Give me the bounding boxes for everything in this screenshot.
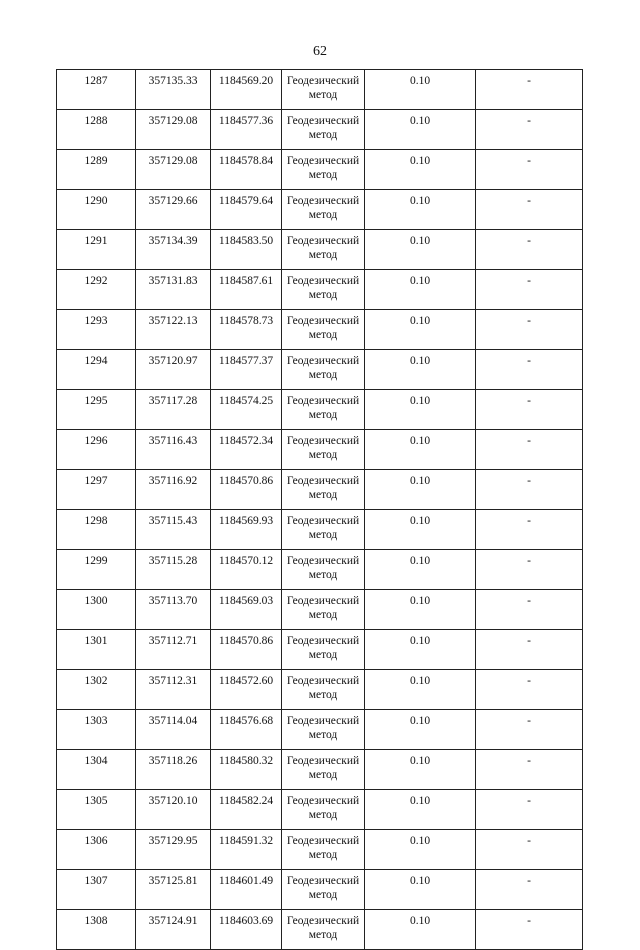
y-coordinate-cell: 1184579.64 <box>211 190 282 230</box>
y-coordinate-cell: 1184583.50 <box>211 230 282 270</box>
method-line-1: Геодезический <box>286 675 360 687</box>
method-line-2: метод <box>308 569 338 581</box>
y-coordinate-cell: 1184580.32 <box>211 750 282 790</box>
method-line-1: Геодезический <box>286 155 360 167</box>
y-coordinate-cell: 1184569.20 <box>211 70 282 110</box>
table-row <box>57 790 583 830</box>
point-number-cell: 1298 <box>57 510 136 550</box>
method-line-2: метод <box>308 889 338 901</box>
description-cell: - <box>476 910 583 950</box>
method-line-1: Геодезический <box>286 915 360 927</box>
table-row <box>57 230 583 270</box>
point-number-cell: 1290 <box>57 190 136 230</box>
x-coordinate-cell: 357113.70 <box>136 590 211 630</box>
method-line-2: метод <box>308 809 338 821</box>
description-cell: - <box>476 510 583 550</box>
point-number-cell: 1293 <box>57 310 136 350</box>
point-number-cell: 1302 <box>57 670 136 710</box>
method-line-1: Геодезический <box>286 235 360 247</box>
method-cell <box>282 230 365 270</box>
method-line-1: Геодезический <box>286 75 360 87</box>
accuracy-cell: 0.10 <box>365 190 476 230</box>
description-cell: - <box>476 190 583 230</box>
table-row <box>57 470 583 510</box>
description-cell: - <box>476 230 583 270</box>
point-number-cell: 1306 <box>57 830 136 870</box>
table-row <box>57 910 583 950</box>
method-line-2: метод <box>308 609 338 621</box>
y-coordinate-cell: 1184569.03 <box>211 590 282 630</box>
accuracy-cell: 0.10 <box>365 830 476 870</box>
accuracy-cell: 0.10 <box>365 470 476 510</box>
method-line-1: Геодезический <box>286 875 360 887</box>
point-number-cell: 1296 <box>57 430 136 470</box>
method-line-2: метод <box>308 529 338 541</box>
table-row <box>57 710 583 750</box>
description-cell: - <box>476 630 583 670</box>
y-coordinate-cell: 1184577.37 <box>211 350 282 390</box>
y-coordinate-cell: 1184570.12 <box>211 550 282 590</box>
y-coordinate-cell: 1184601.49 <box>211 870 282 910</box>
method-line-2: метод <box>308 929 338 941</box>
y-coordinate-cell: 1184577.36 <box>211 110 282 150</box>
description-cell: - <box>476 750 583 790</box>
method-line-2: метод <box>308 409 338 421</box>
y-coordinate-cell: 1184570.86 <box>211 630 282 670</box>
table-row <box>57 630 583 670</box>
point-number-cell: 1287 <box>57 70 136 110</box>
description-cell: - <box>476 790 583 830</box>
method-cell <box>282 390 365 430</box>
method-line-1: Геодезический <box>286 315 360 327</box>
method-cell <box>282 710 365 750</box>
method-line-1: Геодезический <box>286 755 360 767</box>
method-cell <box>282 910 365 950</box>
accuracy-cell: 0.10 <box>365 910 476 950</box>
table-row <box>57 870 583 910</box>
description-cell: - <box>476 350 583 390</box>
method-line-1: Геодезический <box>286 195 360 207</box>
method-line-1: Геодезический <box>286 555 360 567</box>
accuracy-cell: 0.10 <box>365 310 476 350</box>
method-line-1: Геодезический <box>286 515 360 527</box>
point-number-cell: 1299 <box>57 550 136 590</box>
x-coordinate-cell: 357129.95 <box>136 830 211 870</box>
description-cell: - <box>476 470 583 510</box>
y-coordinate-cell: 1184578.84 <box>211 150 282 190</box>
method-cell <box>282 750 365 790</box>
accuracy-cell: 0.10 <box>365 350 476 390</box>
method-line-2: метод <box>308 729 338 741</box>
x-coordinate-cell: 357129.08 <box>136 150 211 190</box>
description-cell: - <box>476 710 583 750</box>
x-coordinate-cell: 357116.43 <box>136 430 211 470</box>
method-line-2: метод <box>308 169 338 181</box>
method-line-2: метод <box>308 249 338 261</box>
method-line-2: метод <box>308 209 338 221</box>
x-coordinate-cell: 357134.39 <box>136 230 211 270</box>
method-line-1: Геодезический <box>286 595 360 607</box>
y-coordinate-cell: 1184572.34 <box>211 430 282 470</box>
x-coordinate-cell: 357114.04 <box>136 710 211 750</box>
method-line-2: метод <box>308 329 338 341</box>
y-coordinate-cell: 1184603.69 <box>211 910 282 950</box>
x-coordinate-cell: 357129.08 <box>136 110 211 150</box>
method-line-1: Геодезический <box>286 835 360 847</box>
point-number-cell: 1295 <box>57 390 136 430</box>
accuracy-cell: 0.10 <box>365 630 476 670</box>
description-cell: - <box>476 870 583 910</box>
x-coordinate-cell: 357112.31 <box>136 670 211 710</box>
method-line-2: метод <box>308 369 338 381</box>
method-cell <box>282 790 365 830</box>
method-line-2: метод <box>308 89 338 101</box>
x-coordinate-cell: 357116.92 <box>136 470 211 510</box>
method-line-2: метод <box>308 769 338 781</box>
description-cell: - <box>476 150 583 190</box>
x-coordinate-cell: 357120.10 <box>136 790 211 830</box>
point-number-cell: 1294 <box>57 350 136 390</box>
description-cell: - <box>476 310 583 350</box>
table-row <box>57 670 583 710</box>
y-coordinate-cell: 1184582.24 <box>211 790 282 830</box>
point-number-cell: 1297 <box>57 470 136 510</box>
method-cell <box>282 830 365 870</box>
coordinates-table <box>56 69 583 950</box>
x-coordinate-cell: 357118.26 <box>136 750 211 790</box>
description-cell: - <box>476 110 583 150</box>
table-row <box>57 510 583 550</box>
y-coordinate-cell: 1184569.93 <box>211 510 282 550</box>
y-coordinate-cell: 1184576.68 <box>211 710 282 750</box>
table-row <box>57 270 583 310</box>
accuracy-cell: 0.10 <box>365 270 476 310</box>
method-cell <box>282 470 365 510</box>
method-cell <box>282 430 365 470</box>
method-cell <box>282 70 365 110</box>
method-line-1: Геодезический <box>286 475 360 487</box>
method-line-1: Геодезический <box>286 635 360 647</box>
method-cell <box>282 190 365 230</box>
accuracy-cell: 0.10 <box>365 670 476 710</box>
method-cell <box>282 310 365 350</box>
method-line-2: метод <box>308 689 338 701</box>
point-number-cell: 1289 <box>57 150 136 190</box>
accuracy-cell: 0.10 <box>365 750 476 790</box>
table-row <box>57 430 583 470</box>
x-coordinate-cell: 357135.33 <box>136 70 211 110</box>
x-coordinate-cell: 357122.13 <box>136 310 211 350</box>
accuracy-cell: 0.10 <box>365 70 476 110</box>
table-row <box>57 350 583 390</box>
point-number-cell: 1303 <box>57 710 136 750</box>
point-number-cell: 1291 <box>57 230 136 270</box>
x-coordinate-cell: 357125.81 <box>136 870 211 910</box>
y-coordinate-cell: 1184572.60 <box>211 670 282 710</box>
accuracy-cell: 0.10 <box>365 230 476 270</box>
description-cell: - <box>476 70 583 110</box>
y-coordinate-cell: 1184570.86 <box>211 470 282 510</box>
method-cell <box>282 350 365 390</box>
accuracy-cell: 0.10 <box>365 550 476 590</box>
point-number-cell: 1288 <box>57 110 136 150</box>
x-coordinate-cell: 357124.91 <box>136 910 211 950</box>
table-row <box>57 150 583 190</box>
accuracy-cell: 0.10 <box>365 710 476 750</box>
x-coordinate-cell: 357131.83 <box>136 270 211 310</box>
accuracy-cell: 0.10 <box>365 430 476 470</box>
method-cell <box>282 510 365 550</box>
point-number-cell: 1304 <box>57 750 136 790</box>
method-cell <box>282 550 365 590</box>
y-coordinate-cell: 1184591.32 <box>211 830 282 870</box>
method-line-1: Геодезический <box>286 115 360 127</box>
method-cell <box>282 630 365 670</box>
description-cell: - <box>476 430 583 470</box>
point-number-cell: 1305 <box>57 790 136 830</box>
table-row <box>57 390 583 430</box>
method-line-2: метод <box>308 129 338 141</box>
method-line-2: метод <box>308 449 338 461</box>
table-row <box>57 590 583 630</box>
y-coordinate-cell: 1184574.25 <box>211 390 282 430</box>
point-number-cell: 1308 <box>57 910 136 950</box>
table-row <box>57 750 583 790</box>
point-number-cell: 1300 <box>57 590 136 630</box>
method-cell <box>282 670 365 710</box>
accuracy-cell: 0.10 <box>365 110 476 150</box>
x-coordinate-cell: 357115.43 <box>136 510 211 550</box>
x-coordinate-cell: 357117.28 <box>136 390 211 430</box>
method-line-1: Геодезический <box>286 275 360 287</box>
coordinates-table-body <box>57 70 583 950</box>
accuracy-cell: 0.10 <box>365 150 476 190</box>
method-cell <box>282 270 365 310</box>
x-coordinate-cell: 357120.97 <box>136 350 211 390</box>
point-number-cell: 1301 <box>57 630 136 670</box>
accuracy-cell: 0.10 <box>365 590 476 630</box>
description-cell: - <box>476 590 583 630</box>
accuracy-cell: 0.10 <box>365 790 476 830</box>
method-cell <box>282 590 365 630</box>
y-coordinate-cell: 1184578.73 <box>211 310 282 350</box>
x-coordinate-cell: 357115.28 <box>136 550 211 590</box>
method-line-2: метод <box>308 289 338 301</box>
accuracy-cell: 0.10 <box>365 870 476 910</box>
method-line-1: Геодезический <box>286 435 360 447</box>
y-coordinate-cell: 1184587.61 <box>211 270 282 310</box>
method-cell <box>282 110 365 150</box>
method-cell <box>282 150 365 190</box>
method-line-2: метод <box>308 489 338 501</box>
x-coordinate-cell: 357129.66 <box>136 190 211 230</box>
method-line-2: метод <box>308 649 338 661</box>
table-row <box>57 550 583 590</box>
table-row <box>57 830 583 870</box>
point-number-cell: 1307 <box>57 870 136 910</box>
method-line-1: Геодезический <box>286 395 360 407</box>
method-line-1: Геодезический <box>286 355 360 367</box>
method-line-2: метод <box>308 849 338 861</box>
page-number: 62 <box>313 44 327 59</box>
accuracy-cell: 0.10 <box>365 510 476 550</box>
description-cell: - <box>476 550 583 590</box>
method-line-1: Геодезический <box>286 795 360 807</box>
method-line-1: Геодезический <box>286 715 360 727</box>
table-row <box>57 310 583 350</box>
table-row <box>57 190 583 230</box>
table-row <box>57 70 583 110</box>
description-cell: - <box>476 830 583 870</box>
description-cell: - <box>476 270 583 310</box>
description-cell: - <box>476 390 583 430</box>
table-row <box>57 110 583 150</box>
x-coordinate-cell: 357112.71 <box>136 630 211 670</box>
method-cell <box>282 870 365 910</box>
point-number-cell: 1292 <box>57 270 136 310</box>
accuracy-cell: 0.10 <box>365 390 476 430</box>
description-cell: - <box>476 670 583 710</box>
